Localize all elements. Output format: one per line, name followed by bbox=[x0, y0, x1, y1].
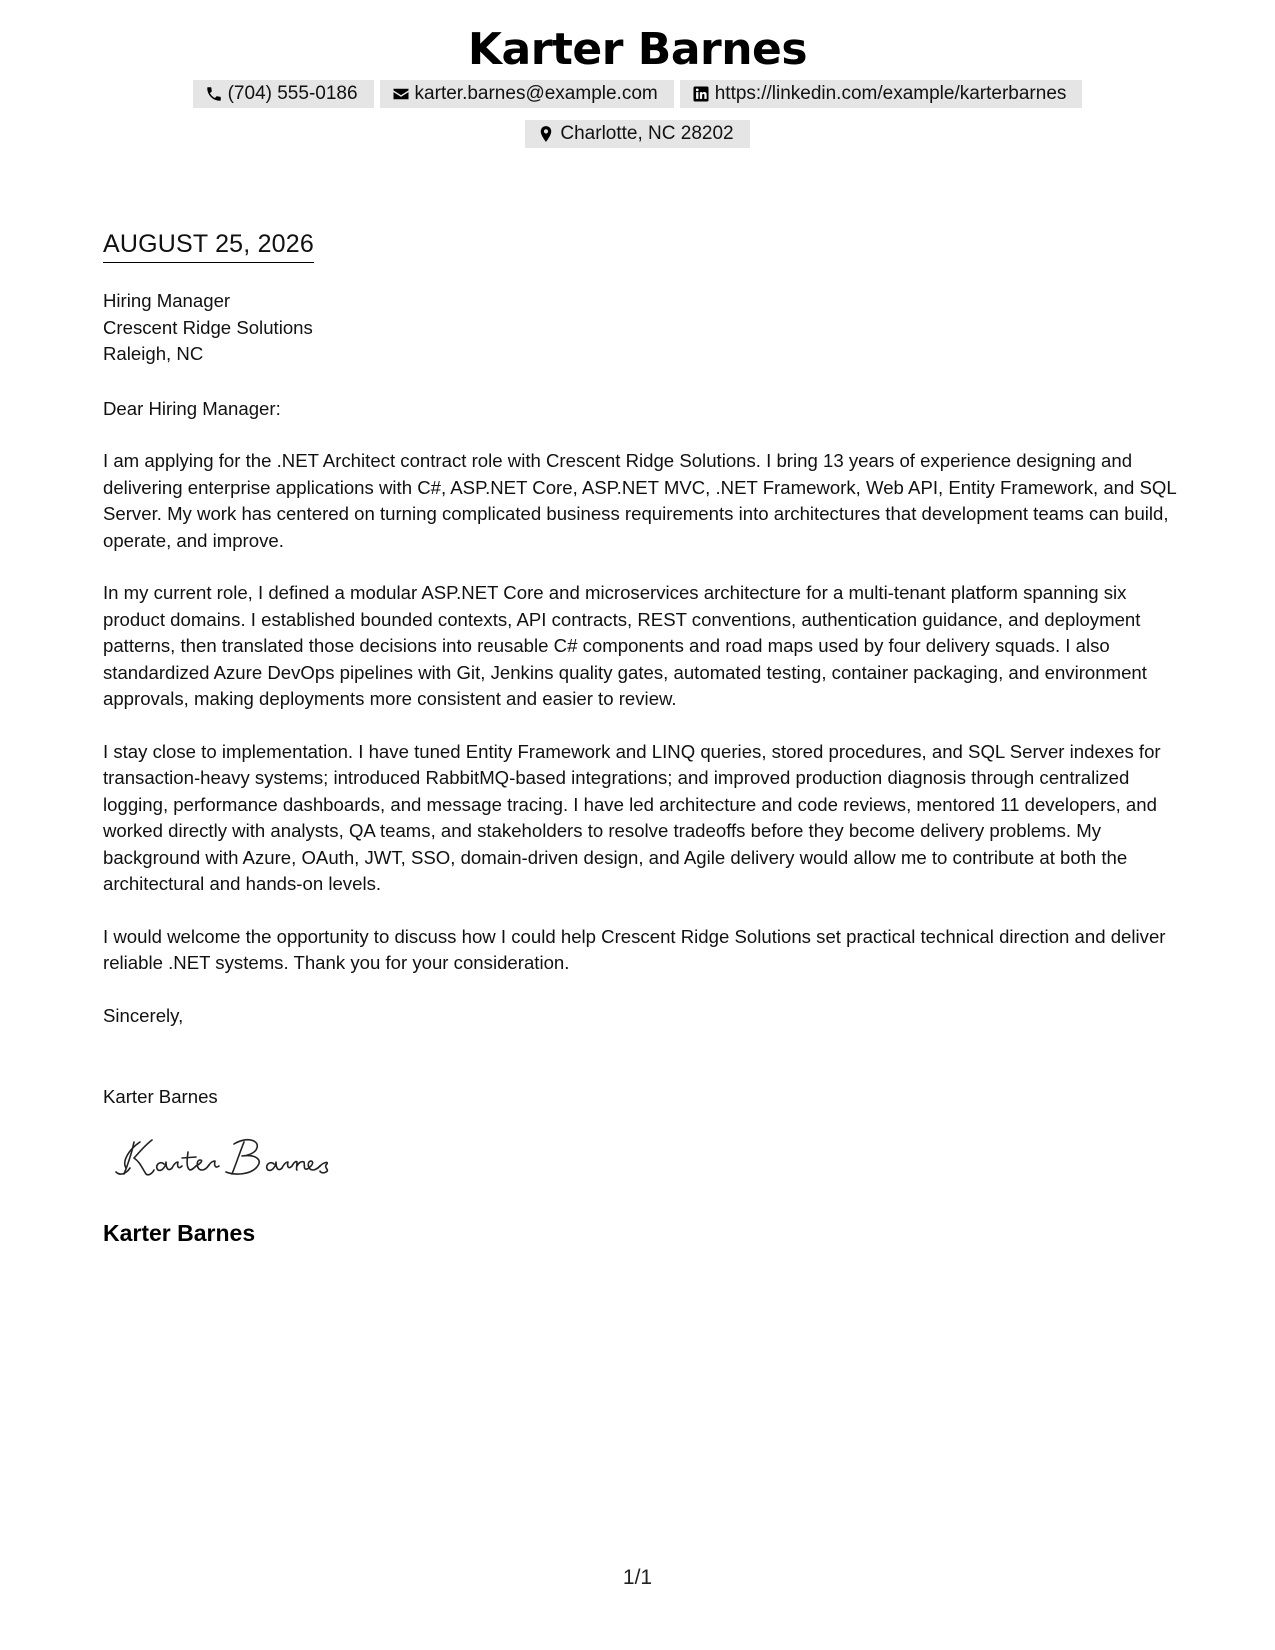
candidate-name: Karter Barnes bbox=[467, 24, 808, 75]
page-number: 1/1 bbox=[622, 1566, 653, 1589]
phone-icon bbox=[205, 85, 223, 103]
letter-date: AUGUST 25, 2026 bbox=[103, 228, 314, 263]
salutation: Dear Hiring Manager: bbox=[103, 397, 281, 419]
contact-location bbox=[525, 120, 749, 148]
recipient-city: Raleigh, NC bbox=[103, 343, 204, 364]
body-paragraph-3: I stay close to implementation. I have tuned Entity Framework and LINQ queries, stored procedures, and SQL Server indexes for transaction-heavy systems; introduced RabbitMQ-based integrations; and improved production diagnosis through centralized logging, performance dashboards, and message tracing. I have led architecture and code reviews, mentored 11 developers, and worked directly with analysts, QA teams, and stakeholders to resolve tradeoffs before they become delivery problems. My background with Azure, OAuth, JWT, SSO, domain-driven design, and Agile delivery would allow me to contribute at both the architectural and hands-on levels. bbox=[103, 740, 1161, 894]
body-paragraph-2: In my current role, I defined a modular ASP.NET Core and microservices architecture for a multi-tenant platform spanning six product domains. I established bounded contexts, API contracts, REST conventions, authentication guidance, and deployment patterns, then translated those decisions into reusable C# components and road maps used by four delivery squads. I also standardized Azure DevOps pipelines with Git, Jenkins quality gates, automated testing, container packaging, and environment approvals, making deployments more consistent and easier to review. bbox=[103, 582, 1147, 709]
envelope-icon bbox=[392, 85, 410, 103]
phone-text: (704) 555-0186 bbox=[227, 83, 358, 104]
recipient-address bbox=[103, 288, 1178, 368]
contact-bar bbox=[0, 80, 1275, 148]
letter-body bbox=[103, 288, 1178, 1003]
recipient-company: Crescent Ridge Solutions bbox=[103, 316, 313, 338]
handwritten-signature bbox=[112, 1128, 352, 1184]
closing: Sincerely, bbox=[103, 1005, 184, 1026]
contact-email bbox=[380, 80, 674, 108]
contact-phone bbox=[193, 80, 374, 108]
linkedin-text: https://linkedin.com/example/karterbarnes bbox=[714, 83, 1067, 104]
linkedin-icon bbox=[692, 85, 710, 103]
email-text: karter.barnes@example.com bbox=[414, 83, 658, 104]
body-paragraph-4: I would welcome the opportunity to discuss how I could help Crescent Ridge Solutions set practical technical direction and deliver reliable .NET systems. Thank you for your consideration. bbox=[103, 925, 1166, 973]
typed-name: Karter Barnes bbox=[103, 1086, 218, 1107]
contact-linkedin bbox=[680, 80, 1083, 108]
body-paragraph-1: I am applying for the .NET Architect contract role with Crescent Ridge Solutions. I bring 13 years of experience designing and delivering enterprise applications with C#, ASP.NET Core, ASP.NET MVC, .NET Framework, Web API, Entity Framework, and SQL Server. My work has centered on turning complicated business requirements into architectures that development teams can build, operate, and improve. bbox=[103, 450, 1177, 551]
recipient-title: Hiring Manager bbox=[103, 290, 231, 311]
signed-name: Karter Barnes bbox=[103, 1220, 256, 1246]
map-pin-icon bbox=[537, 125, 555, 143]
location-text: Charlotte, NC 28202 bbox=[560, 123, 734, 144]
